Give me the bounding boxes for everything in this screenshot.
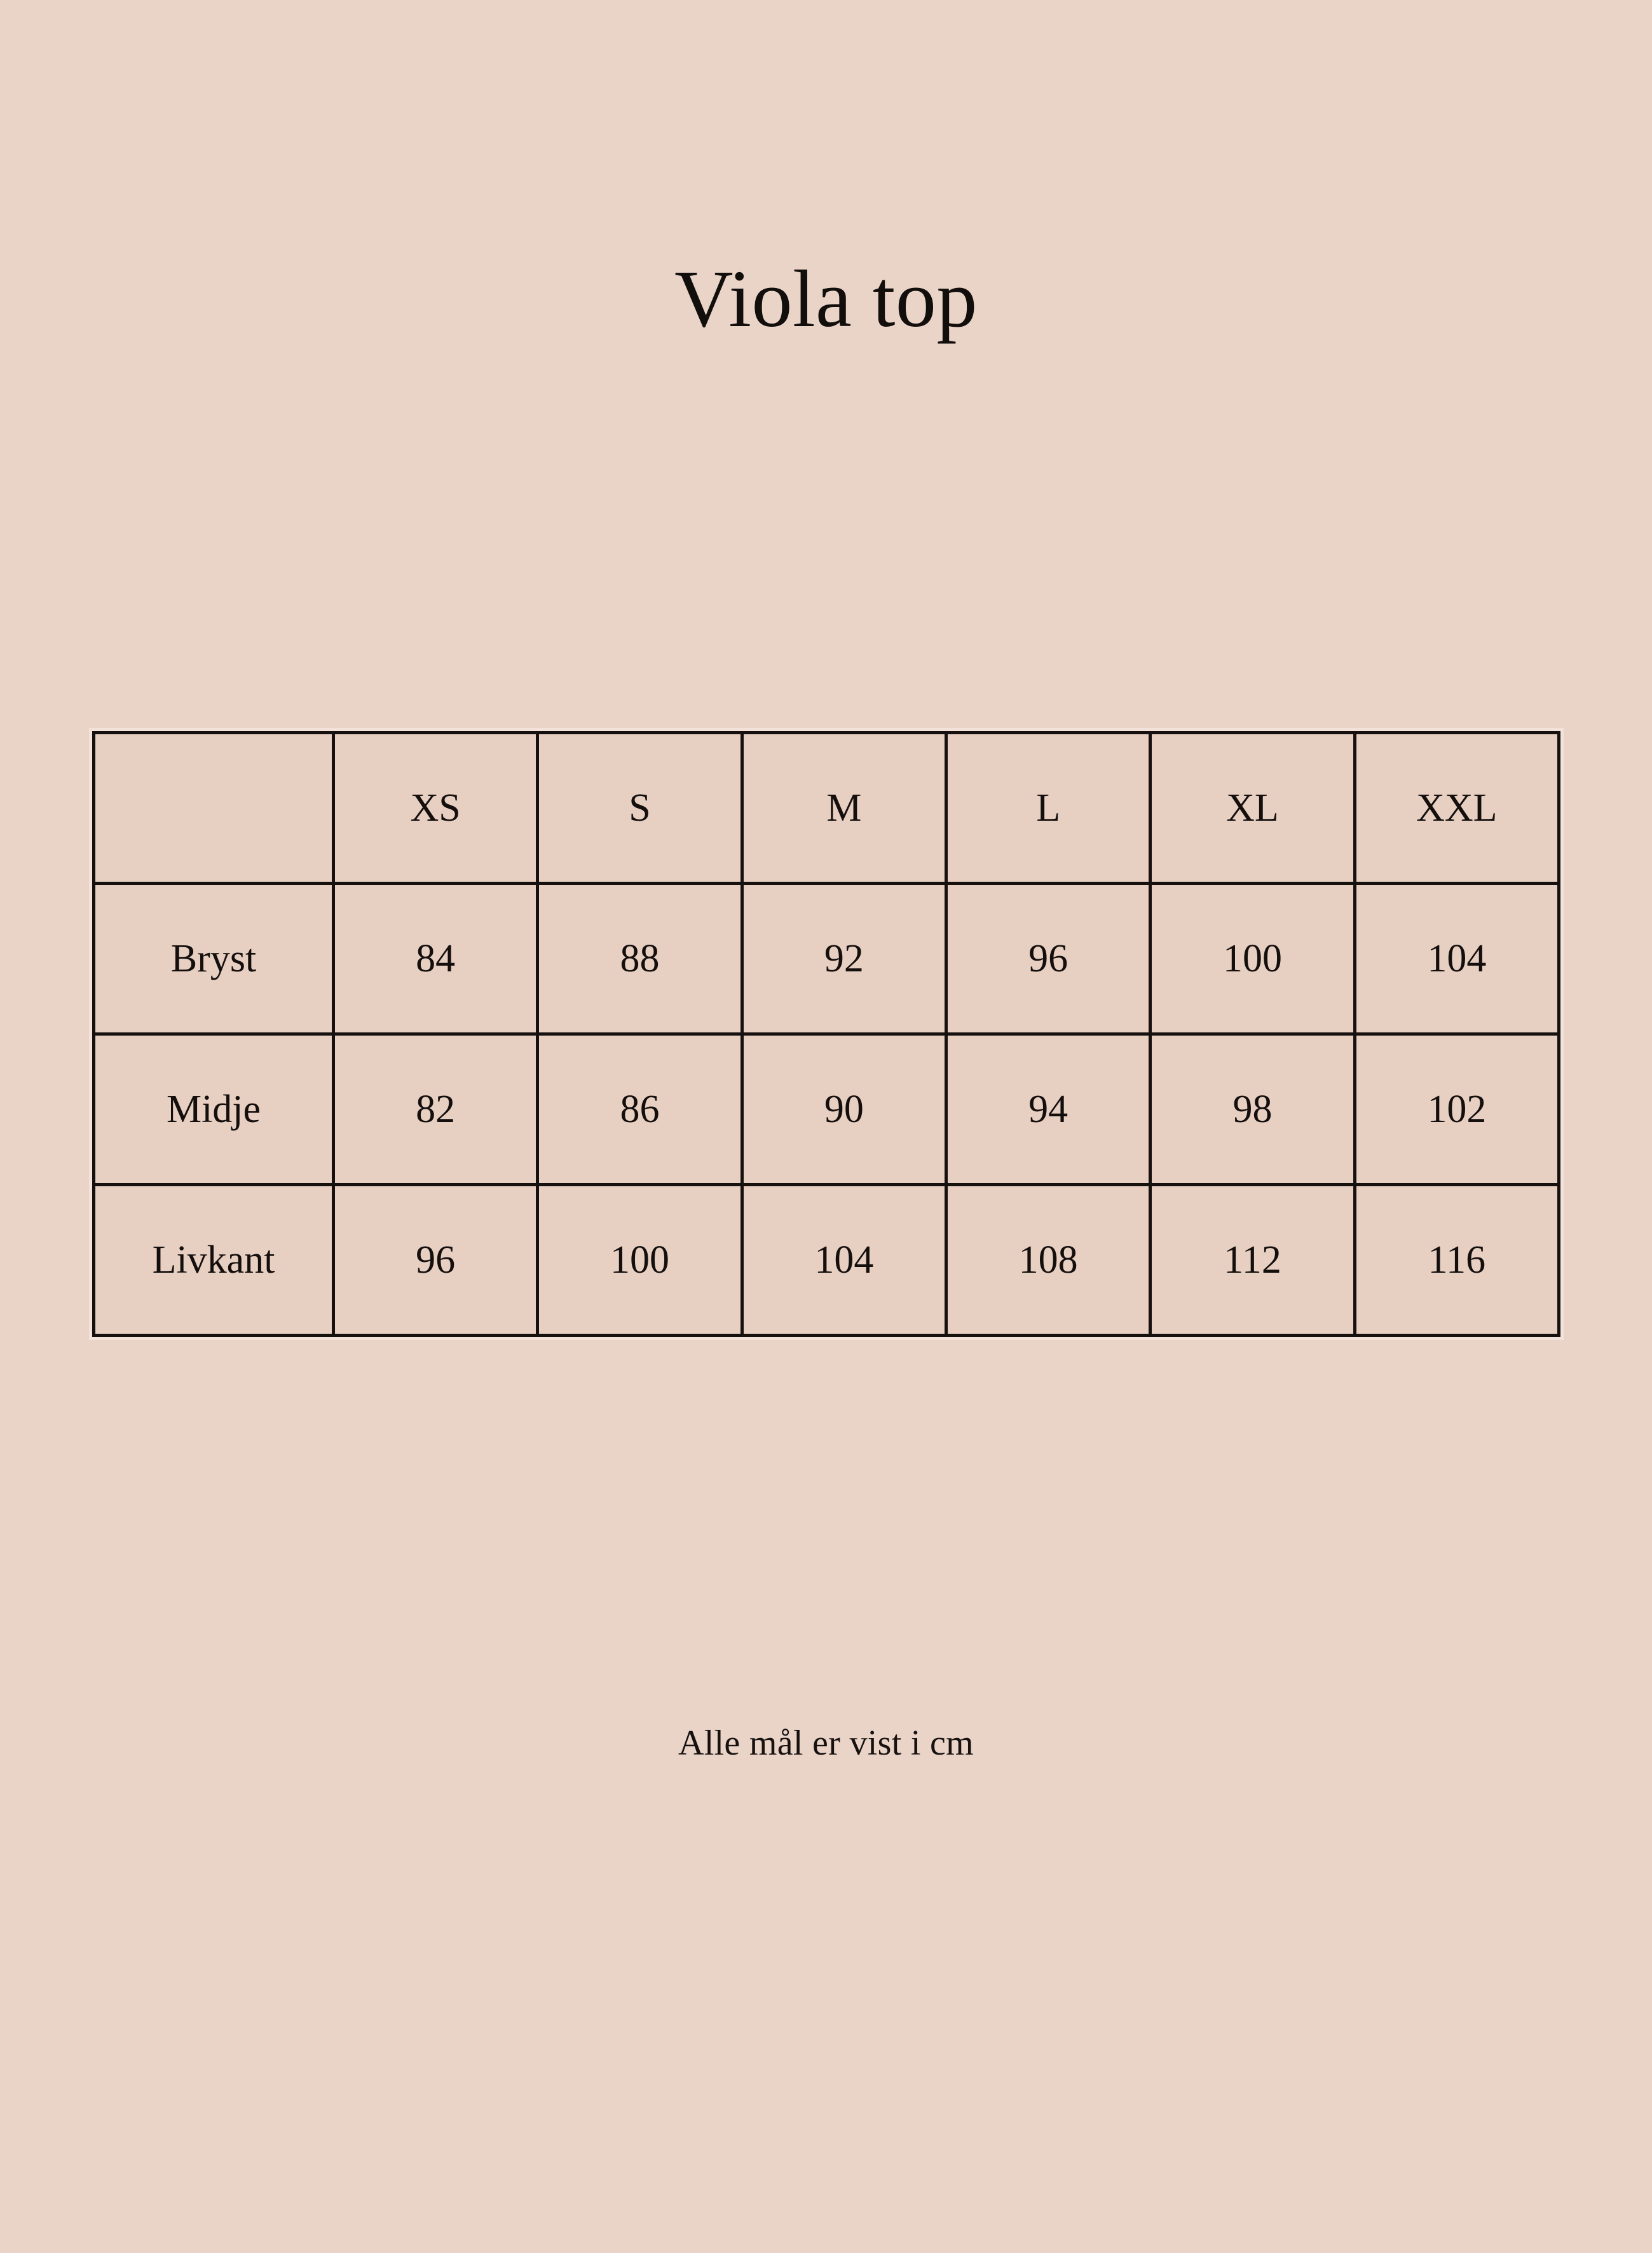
cell-livkant-xs: 96 bbox=[334, 1185, 538, 1336]
table-row bbox=[94, 1185, 1559, 1336]
cell-bryst-l: 96 bbox=[946, 884, 1150, 1034]
cell-bryst-xl: 100 bbox=[1150, 884, 1355, 1034]
table-corner-cell bbox=[94, 733, 334, 884]
page-title: Viola top bbox=[674, 254, 978, 344]
cell-midje-xs: 82 bbox=[334, 1034, 538, 1185]
column-header-l: L bbox=[946, 733, 1150, 884]
cell-livkant-m: 104 bbox=[742, 1185, 946, 1336]
cell-livkant-xxl: 116 bbox=[1355, 1185, 1559, 1336]
row-label-midje: Midje bbox=[94, 1034, 334, 1185]
cell-livkant-l: 108 bbox=[946, 1185, 1150, 1336]
cell-midje-l: 94 bbox=[946, 1034, 1150, 1185]
column-header-m: M bbox=[742, 733, 946, 884]
cell-midje-s: 86 bbox=[538, 1034, 742, 1185]
column-header-s: S bbox=[538, 733, 742, 884]
size-table-frame bbox=[89, 728, 1564, 1340]
row-label-bryst: Bryst bbox=[94, 884, 334, 1034]
size-table bbox=[92, 731, 1560, 1337]
cell-livkant-xl: 112 bbox=[1150, 1185, 1355, 1336]
row-label-livkant: Livkant bbox=[94, 1185, 334, 1336]
cell-bryst-s: 88 bbox=[538, 884, 742, 1034]
column-header-xxl: XXL bbox=[1355, 733, 1559, 884]
cell-midje-m: 90 bbox=[742, 1034, 946, 1185]
column-header-xl: XL bbox=[1150, 733, 1355, 884]
table-header-row bbox=[94, 733, 1559, 884]
table-row bbox=[94, 884, 1559, 1034]
measurement-unit-note: Alle mål er vist i cm bbox=[678, 1723, 974, 1763]
cell-bryst-xs: 84 bbox=[334, 884, 538, 1034]
cell-midje-xxl: 102 bbox=[1355, 1034, 1559, 1185]
cell-midje-xl: 98 bbox=[1150, 1034, 1355, 1185]
column-header-xs: XS bbox=[334, 733, 538, 884]
cell-bryst-m: 92 bbox=[742, 884, 946, 1034]
cell-bryst-xxl: 104 bbox=[1355, 884, 1559, 1034]
cell-livkant-s: 100 bbox=[538, 1185, 742, 1336]
table-row bbox=[94, 1034, 1559, 1185]
